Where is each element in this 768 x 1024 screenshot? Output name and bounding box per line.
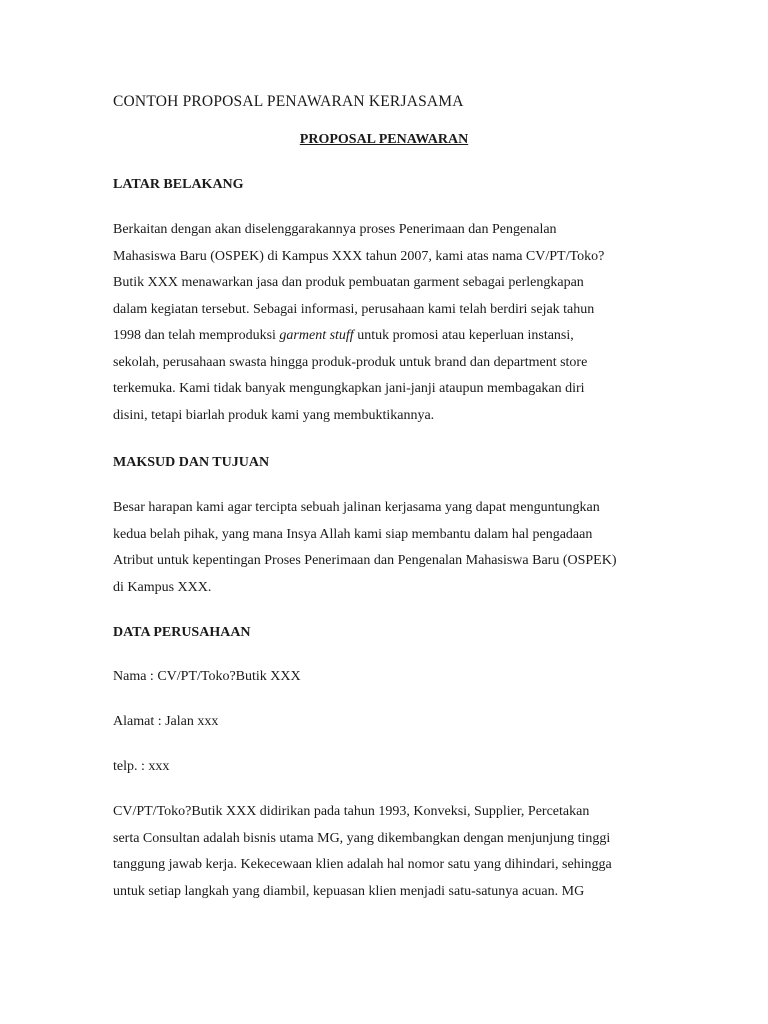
paragraph-line: Butik XXX menawarkan jasa dan produk pembuatan garment sebagai perlengkapan: [113, 275, 584, 290]
paragraph-line: untuk setiap langkah yang diambil, kepuasan klien menjadi satu-satunya acuan. MG: [113, 883, 585, 899]
paragraph-line: di Kampus XXX.: [113, 579, 212, 595]
paragraph-line: tanggung jawab kerja. Kekecewaan klien adalah hal nomor satu yang dihindari, sehingga: [113, 857, 612, 872]
line-text: untuk promosi atau keperluan instansi,: [353, 328, 574, 343]
section-heading-maksud-tujuan: MAKSUD DAN TUJUAN: [113, 455, 270, 470]
paragraph-line: Besar harapan kami agar tercipta sebuah jalinan kerjasama yang dapat menguntungkan: [113, 500, 600, 515]
paragraph-line: Atribut untuk kepentingan Proses Penerimaan dan Pengenalan Mahasiswa Baru (OSPEK): [113, 553, 617, 568]
company-phone-field: telp. : xxx: [113, 759, 170, 774]
italic-term-garment-stuff: garment stuff: [279, 328, 354, 343]
paragraph-line: sekolah, perusahaan swasta hingga produk-produk untuk brand dan department store: [113, 354, 588, 370]
document-title: CONTOH PROPOSAL PENAWARAN KERJASAMA: [113, 93, 464, 110]
paragraph-company-profile: [113, 799, 658, 905]
paragraph-line: [113, 323, 658, 350]
company-address-field: Alamat : Jalan xxx: [113, 714, 219, 729]
paragraph-maksud-tujuan: [113, 495, 658, 601]
line-text: 1998 dan telah memproduksi: [113, 328, 280, 343]
paragraph-line: serta Consultan adalah bisnis utama MG, yang dikembangkan dengan menjunjung tinggi: [113, 830, 611, 846]
company-name-field: Nama : CV/PT/Toko?Butik XXX: [113, 669, 301, 684]
paragraph-line: dalam kegiatan tersebut. Sebagai informasi, perusahaan kami telah berdiri sejak tahun: [113, 301, 595, 317]
paragraph-line: terkemuka. Kami tidak banyak mengungkapkan jani-janji ataupun membagakan diri: [113, 381, 585, 396]
paragraph-line: disini, tetapi biarlah produk kami yang membuktikannya.: [113, 407, 435, 423]
paragraph-latar-belakang: [113, 217, 658, 429]
paragraph-line: Berkaitan dengan akan diselenggarakannya proses Penerimaan dan Pengenalan: [113, 222, 557, 237]
proposal-subtitle: PROPOSAL PENAWARAN: [299, 132, 469, 147]
paragraph-line: CV/PT/Toko?Butik XXX didirikan pada tahun 1993, Konveksi, Supplier, Percetakan: [113, 804, 590, 819]
paragraph-line: Mahasiswa Baru (OSPEK) di Kampus XXX tahun 2007, kami atas nama CV/PT/Toko?: [113, 248, 605, 264]
paragraph-line: kedua belah pihak, yang mana Insya Allah kami siap membantu dalam hal pengadaan: [113, 526, 593, 542]
section-heading-latar-belakang: LATAR BELAKANG: [113, 177, 244, 192]
section-heading-data-perusahaan: DATA PERUSAHAAN: [113, 625, 251, 640]
